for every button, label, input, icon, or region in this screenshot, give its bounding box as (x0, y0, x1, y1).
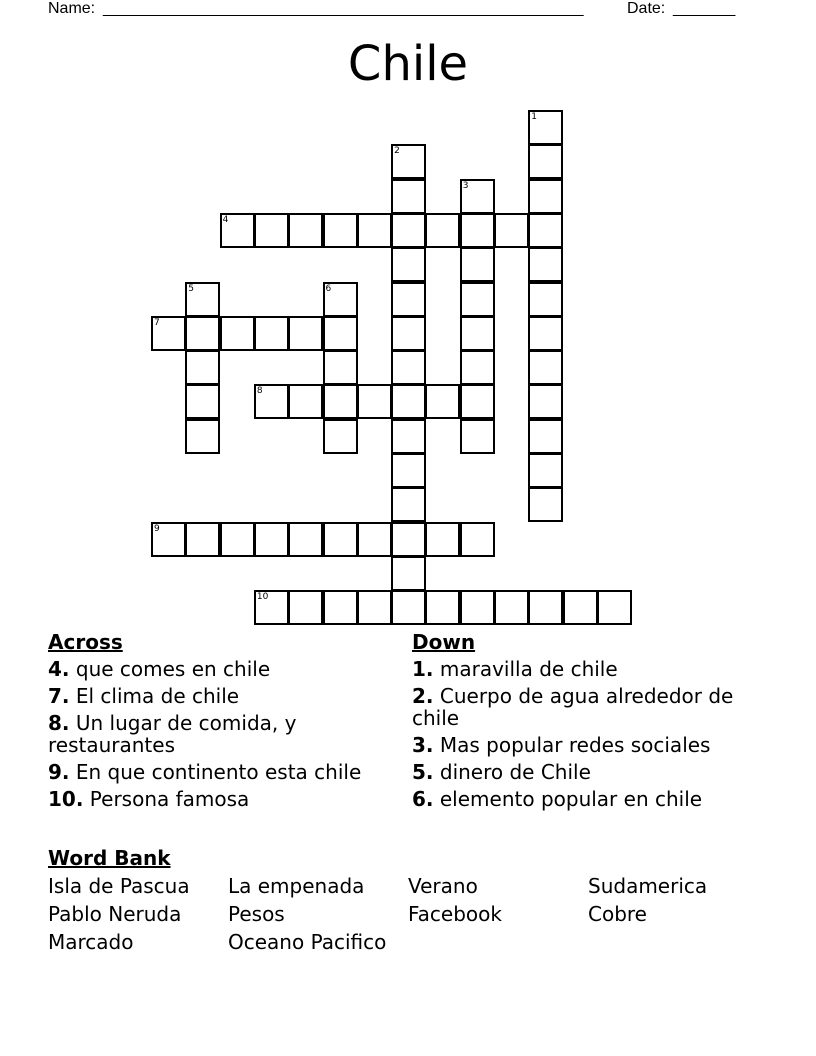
crossword-cell[interactable] (288, 384, 323, 419)
crossword-cell[interactable] (494, 590, 529, 625)
crossword-cell[interactable] (460, 247, 495, 282)
crossword-cell[interactable] (563, 590, 598, 625)
crossword-cell[interactable] (323, 282, 358, 317)
crossword-cell[interactable] (185, 350, 220, 385)
crossword-cell[interactable] (391, 453, 426, 488)
cell-number: 8 (256, 386, 263, 397)
clue-across-4: 4. que comes en chile (48, 657, 271, 681)
crossword-cell[interactable] (357, 590, 392, 625)
crossword-cell[interactable] (597, 590, 632, 625)
crossword-cell[interactable] (391, 590, 426, 625)
crossword-cell[interactable] (323, 384, 358, 419)
crossword-cell[interactable] (528, 487, 563, 522)
cell-number: 2 (394, 146, 400, 157)
word-bank-item: Sudamerica (588, 874, 708, 898)
crossword-cell[interactable] (185, 384, 220, 419)
crossword-cell[interactable] (460, 384, 495, 419)
name-label: Name: (48, 0, 96, 17)
crossword-cell[interactable] (254, 522, 289, 557)
date-field[interactable]: _______ (673, 0, 736, 17)
crossword-cell[interactable] (528, 247, 563, 282)
crossword-cell[interactable] (220, 522, 255, 557)
crossword-cell[interactable] (254, 213, 289, 248)
clue-across-7: 7. El clima de chile (48, 684, 240, 708)
crossword-cell[interactable] (185, 282, 220, 317)
crossword-cell[interactable] (254, 590, 289, 625)
cell-number: 7 (154, 317, 160, 328)
clue-down-5: 5. dinero de Chile (412, 760, 591, 784)
crossword-cell[interactable] (151, 316, 186, 351)
word-bank-item: Pablo Neruda (48, 902, 182, 926)
crossword-cell[interactable] (323, 419, 358, 454)
crossword-cell[interactable] (460, 316, 495, 351)
crossword-cell[interactable] (391, 316, 426, 351)
crossword-cell[interactable] (391, 282, 426, 317)
word-bank-heading: Word Bank (48, 846, 171, 870)
crossword-cell[interactable] (323, 213, 358, 248)
name-field[interactable]: ______________________________________________________ (103, 0, 584, 17)
crossword-cell[interactable] (391, 522, 426, 557)
clue-down-3: 3. Mas popular redes sociales (412, 733, 711, 757)
crossword-cell[interactable] (425, 384, 460, 419)
clue-down-6: 6. elemento popular en chile (412, 787, 703, 811)
cell-number: 3 (462, 180, 469, 191)
crossword-cell[interactable] (288, 213, 323, 248)
crossword-cell[interactable] (391, 487, 426, 522)
crossword-cell[interactable] (391, 384, 426, 419)
crossword-cell[interactable] (528, 213, 563, 248)
crossword-cell[interactable] (528, 453, 563, 488)
crossword-cell[interactable] (288, 590, 323, 625)
crossword-cell[interactable] (528, 282, 563, 317)
crossword-cell[interactable] (391, 179, 426, 214)
clue-across-9: 9. En que continento esta chile (48, 760, 362, 784)
crossword-cell[interactable] (528, 350, 563, 385)
cell-number: 10 (256, 592, 269, 603)
crossword-cell[interactable] (528, 384, 563, 419)
crossword-cell[interactable] (460, 350, 495, 385)
clue-across-8: 8. Un lugar de comida, y restaurantes (48, 711, 297, 757)
crossword-cell[interactable] (494, 213, 529, 248)
crossword-cell[interactable] (288, 522, 323, 557)
crossword-cell[interactable] (357, 213, 392, 248)
crossword-cell[interactable] (460, 522, 495, 557)
crossword-cell[interactable] (323, 316, 358, 351)
word-bank-item: Isla de Pascua (48, 874, 190, 898)
across-clues (48, 628, 398, 815)
crossword-cell[interactable] (528, 590, 563, 625)
crossword-cell[interactable] (185, 316, 220, 351)
crossword-cell[interactable] (425, 590, 460, 625)
page-title: Chile (347, 36, 469, 92)
cell-number: 1 (531, 112, 538, 122)
crossword-cell[interactable] (323, 522, 358, 557)
crossword-cell[interactable] (460, 282, 495, 317)
crossword-cell[interactable] (323, 350, 358, 385)
word-bank-item: La empenada (228, 874, 365, 898)
crossword-cell[interactable] (151, 522, 186, 557)
date-label: Date: (627, 0, 666, 17)
crossword-cell[interactable] (185, 522, 220, 557)
across-heading: Across (48, 630, 123, 654)
crossword-cell[interactable] (391, 213, 426, 248)
clue-down-2: 2. Cuerpo de agua alrededor de chile (412, 684, 734, 730)
word-bank-item: Verano (408, 874, 478, 898)
crossword-cell[interactable] (528, 110, 563, 145)
crossword-cell[interactable] (391, 247, 426, 282)
clue-across-10: 10. Persona famosa (48, 787, 250, 811)
crossword-cell[interactable] (528, 179, 563, 214)
word-bank (48, 844, 768, 956)
crossword-cell[interactable] (391, 144, 426, 179)
crossword-cell[interactable] (528, 316, 563, 351)
word-bank-item: Marcado (48, 930, 134, 954)
crossword-cell[interactable] (460, 213, 495, 248)
cell-number: 9 (154, 523, 160, 534)
crossword-cell[interactable] (528, 419, 563, 454)
crossword-cell[interactable] (425, 213, 460, 248)
crossword-cell[interactable] (357, 384, 392, 419)
down-clues (412, 628, 752, 815)
word-bank-item: Pesos (228, 902, 285, 926)
crossword-cell[interactable] (220, 213, 255, 248)
crossword-cell[interactable] (357, 522, 392, 557)
crossword-cell[interactable] (185, 419, 220, 454)
crossword-cell[interactable] (391, 419, 426, 454)
down-heading: Down (412, 630, 476, 654)
word-bank-item: Cobre (588, 902, 647, 926)
crossword-cell[interactable] (254, 384, 289, 419)
clue-down-1: 1. maravilla de chile (412, 657, 618, 681)
crossword-cell[interactable] (391, 556, 426, 591)
crossword-cell[interactable] (220, 316, 255, 351)
crossword-cell[interactable] (460, 590, 495, 625)
crossword-cell[interactable] (425, 522, 460, 557)
cell-number: 5 (188, 283, 195, 294)
word-bank-item: Oceano Pacifico (228, 930, 387, 954)
crossword-cell[interactable] (254, 316, 289, 351)
crossword-cell[interactable] (460, 419, 495, 454)
crossword-cell[interactable] (288, 316, 323, 351)
crossword-cell[interactable] (460, 179, 495, 214)
cell-number: 6 (325, 283, 332, 294)
cell-number: 4 (222, 214, 229, 225)
crossword-cell[interactable] (528, 144, 563, 179)
crossword-cell[interactable] (323, 590, 358, 625)
crossword-cell[interactable] (391, 350, 426, 385)
word-bank-item: Facebook (408, 902, 502, 926)
